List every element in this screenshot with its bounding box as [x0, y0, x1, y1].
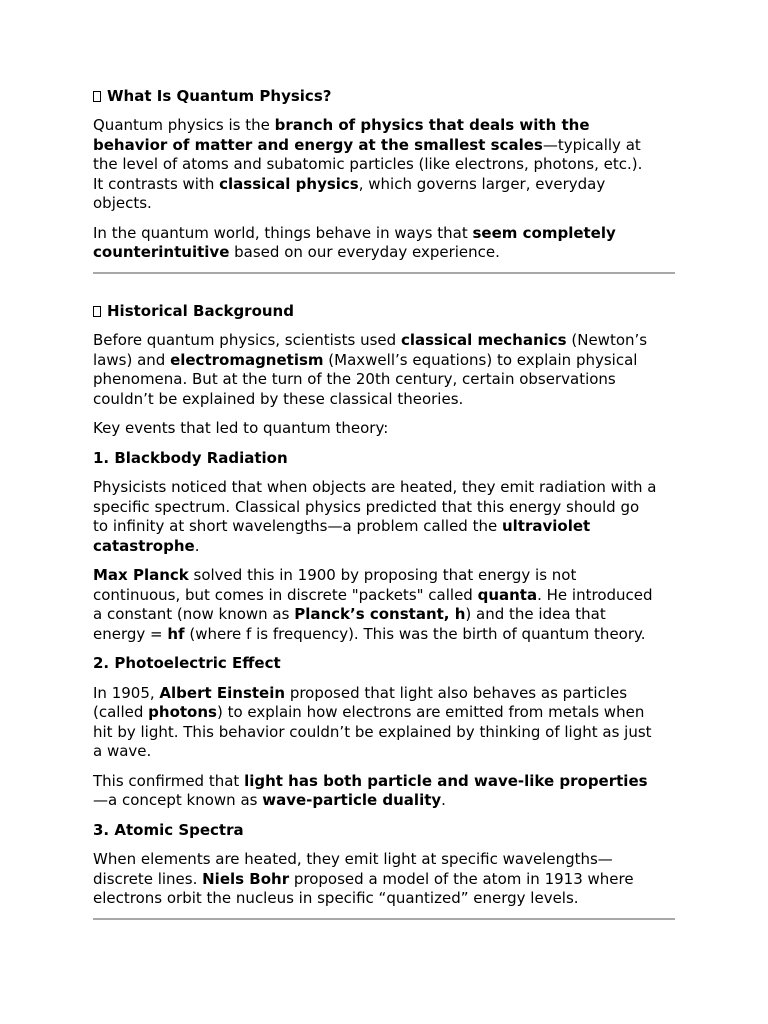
text-run: —a concept known as — [93, 791, 263, 809]
text-line — [93, 155, 642, 175]
text-line — [93, 821, 244, 841]
bold-text: 2. Photoelectric Effect — [93, 654, 281, 672]
text-run: In the quantum world, things behave in ways that — [93, 223, 473, 242]
text-run: proposed that light also behaves as particles — [285, 683, 628, 702]
text-run: ) to explain how electrons are emitted from metals when — [216, 703, 645, 721]
text-run: . — [441, 791, 446, 809]
text-run: (called — [93, 703, 149, 721]
bold-text: Max Planck — [93, 566, 189, 584]
horizontal-rule — [93, 272, 675, 274]
text-run: , which governs larger, everyday — [358, 174, 606, 193]
bold-text: classical physics — [219, 174, 359, 193]
bold-text: quanta — [477, 585, 538, 604]
text-run: proposed a model of the atom in 1913 where — [289, 869, 634, 888]
text-line — [93, 625, 646, 645]
horizontal-rule — [93, 918, 675, 920]
bold-text: seem completely — [472, 223, 616, 242]
text-line — [93, 586, 653, 606]
text-line — [93, 605, 606, 625]
text-run: energy = — [93, 624, 168, 643]
text-run: (Newton’s — [566, 331, 648, 349]
section-heading-historical-background — [93, 302, 294, 322]
bold-text: catastrophe — [93, 536, 195, 555]
text-run: (where f is frequency). This was the birth of quantum theory. — [184, 624, 646, 643]
text-run: Key events that led to quantum theory: — [93, 419, 389, 437]
text-line — [93, 194, 152, 214]
bold-text: light has both particle and wave-like properties — [244, 771, 648, 790]
text-run: Quantum physics is the — [93, 116, 275, 134]
text-run: couldn’t be explained by these classical theories. — [93, 389, 464, 408]
bold-text: Niels Bohr — [202, 869, 290, 888]
text-line — [93, 331, 647, 351]
text-run: It contrasts with — [93, 174, 220, 193]
text-line — [93, 850, 613, 870]
text-line — [93, 742, 151, 762]
text-line — [93, 889, 579, 909]
text-run: a wave. — [93, 742, 152, 760]
text-run: —typically at — [542, 135, 641, 154]
bold-text: Albert Einstein — [159, 683, 286, 702]
text-line — [93, 478, 656, 498]
bold-text: branch of physics that deals with the — [274, 116, 590, 134]
text-line — [93, 703, 644, 723]
text-line — [93, 517, 590, 537]
bold-text: classical mechanics — [400, 331, 567, 349]
text-line — [93, 419, 388, 439]
text-line — [93, 224, 616, 244]
heading-text: Historical Background — [107, 302, 294, 320]
text-run: This confirmed that — [93, 771, 245, 790]
bold-text: electromagnetism — [170, 350, 324, 369]
text-run: based on our everyday experience. — [229, 243, 500, 261]
heading-text: What Is Quantum Physics? — [107, 87, 332, 105]
text-line — [93, 772, 648, 792]
text-run: continuous, but comes in discrete "packets" called — [93, 585, 478, 604]
text-run: laws) and — [93, 350, 171, 369]
bold-text: wave-particle duality — [262, 791, 442, 809]
text-run: Physicists noticed that when objects are heated, they emit radiation with a — [93, 478, 657, 496]
text-run: objects. — [93, 194, 152, 212]
text-line — [93, 498, 639, 518]
bold-text: 1. Blackbody Radiation — [93, 448, 288, 467]
text-run: to infinity at short wavelengths—a problem called the — [93, 517, 502, 535]
text-run: . — [194, 536, 200, 555]
text-run: When elements are heated, they emit light at specific wavelengths— — [93, 850, 613, 868]
text-line — [93, 654, 281, 674]
missing-glyph-icon — [93, 91, 101, 102]
text-run: . He introduced — [537, 585, 653, 604]
bold-text: counterintuitive — [93, 243, 230, 261]
text-run: solved this in 1900 by proposing that energy is not — [188, 566, 577, 584]
bold-text: hf — [167, 624, 185, 643]
text-line — [93, 116, 590, 136]
text-run: ) and the idea that — [465, 605, 606, 623]
text-run: electrons orbit the nucleus in specific “quantized” energy levels. — [93, 889, 579, 907]
text-line — [93, 723, 652, 743]
text-line — [93, 449, 288, 469]
bold-text: 3. Atomic Spectra — [93, 820, 244, 839]
bold-text: ultraviolet — [501, 517, 591, 535]
text-line — [93, 175, 605, 195]
text-run: (Maxwell’s equations) to explain physical — [323, 350, 638, 369]
text-line — [93, 136, 641, 156]
text-run: hit by light. This behavior couldn’t be explained by thinking of light as just — [93, 722, 652, 741]
text-line — [93, 537, 199, 557]
text-line — [93, 390, 463, 410]
text-line — [93, 370, 616, 390]
section-heading-what-is-quantum — [93, 87, 331, 107]
text-run: Before quantum physics, scientists used — [93, 331, 401, 349]
text-run: specific spectrum. Classical physics predicted that this energy should go — [93, 497, 640, 516]
text-run: a constant (now known as — [93, 605, 295, 623]
text-run: the level of atoms and subatomic particles (like electrons, photons, etc.). — [93, 155, 643, 173]
text-line — [93, 566, 576, 586]
text-run: phenomena. But at the turn of the 20th century, certain observations — [93, 370, 616, 388]
text-line — [93, 351, 637, 371]
bold-text: photons — [148, 703, 217, 721]
text-run: In 1905, — [93, 683, 160, 702]
text-line — [93, 684, 627, 704]
missing-glyph-icon — [93, 306, 101, 317]
text-line — [93, 243, 500, 263]
text-run: discrete lines. — [93, 869, 203, 888]
text-line — [93, 791, 446, 811]
text-line — [93, 870, 634, 890]
bold-text: Planck’s constant, h — [294, 605, 466, 623]
bold-text: behavior of matter and energy at the smallest scales — [93, 135, 543, 154]
